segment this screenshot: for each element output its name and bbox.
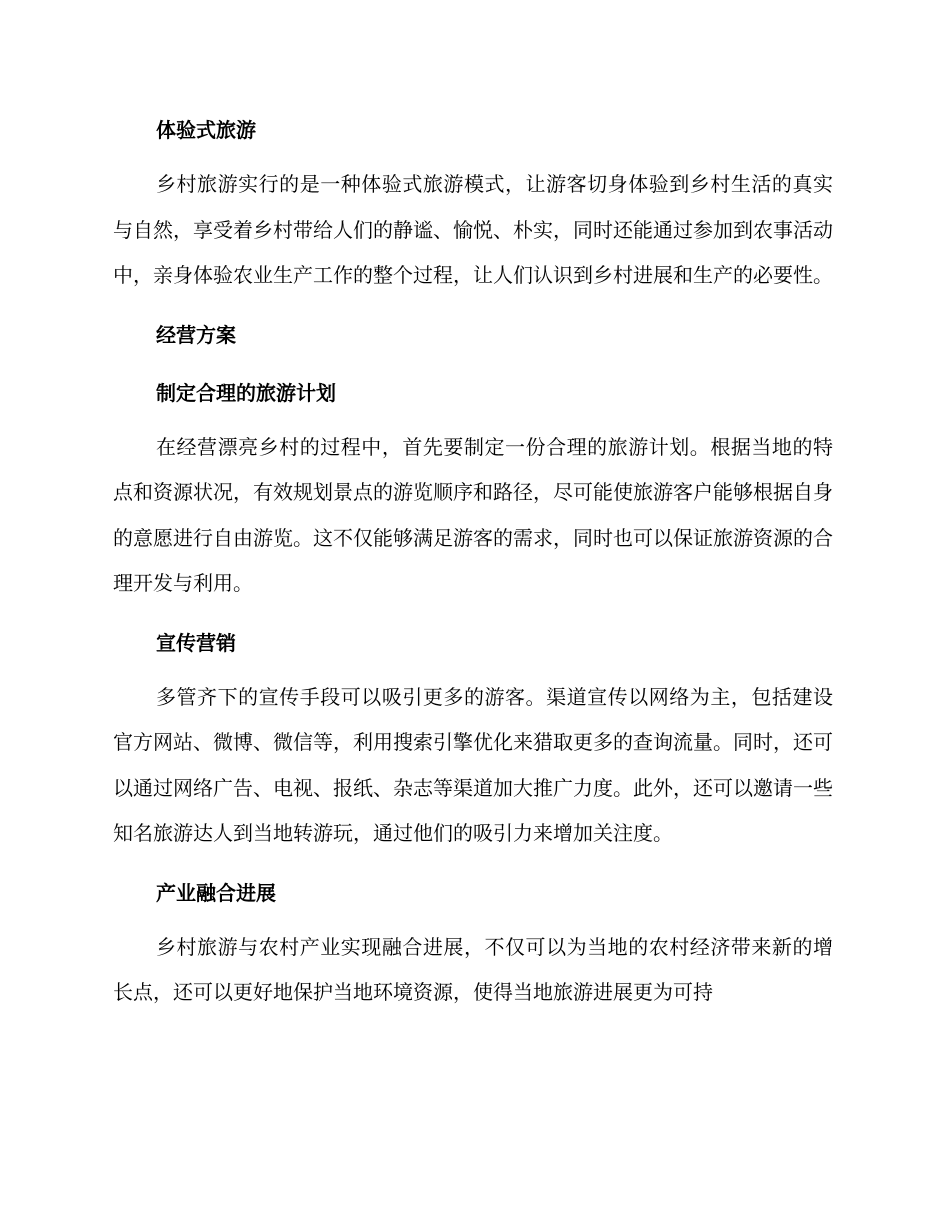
section-heading-industry-integration: 产业融合进展 — [156, 880, 276, 905]
section-body-experience-tourism: 乡村旅游实行的是一种体验式旅游模式，让游客切身体验到乡村生活的真实与自然，享受着乡村带给人们的静谧、愉悦、朴实，同时还能通过参加到农事活动中，亲身体验农业生产工作的整个过程，让人们认识到乡村进展和生产的必要性。 — [113, 172, 833, 287]
document-content — [113, 108, 833, 1016]
section-body-industry-integration: 乡村旅游与农村产业实现融合进展，不仅可以为当地的农村经济带来新的增长点，还可以更好地保护当地环境资源，使得当地旅游进展更为可持 — [113, 934, 833, 1004]
section-heading-experience-tourism: 体验式旅游 — [156, 118, 256, 142]
section-body-marketing: 多管齐下的宣传手段可以吸引更多的游客。渠道宣传以网络为主，包括建设官方网站、微博、微信等，利用搜索引擎优化来猎取更多的查询流量。同时，还可以通过网络广告、电视、报纸、杂志等渠道加大推广力度。此外，还可以邀请一些知名旅游达人到当地转游玩，通过他们的吸引力来增加关注度。 — [113, 684, 833, 845]
section-heading-travel-plan: 制定合理的旅游计划 — [156, 380, 336, 405]
section-heading-marketing: 宣传营销 — [156, 630, 236, 655]
section-body-travel-plan: 在经营漂亮乡村的过程中，首先要制定一份合理的旅游计划。根据当地的特点和资源状况，有效规划景点的游览顺序和路径，尽可能使旅游客户能够根据自身的意愿进行自由游览。这不仅能够满足游客的需求，同时也可以保证旅游资源的合理开发与利用。 — [113, 434, 833, 595]
section-heading-business-plan: 经营方案 — [156, 322, 236, 347]
